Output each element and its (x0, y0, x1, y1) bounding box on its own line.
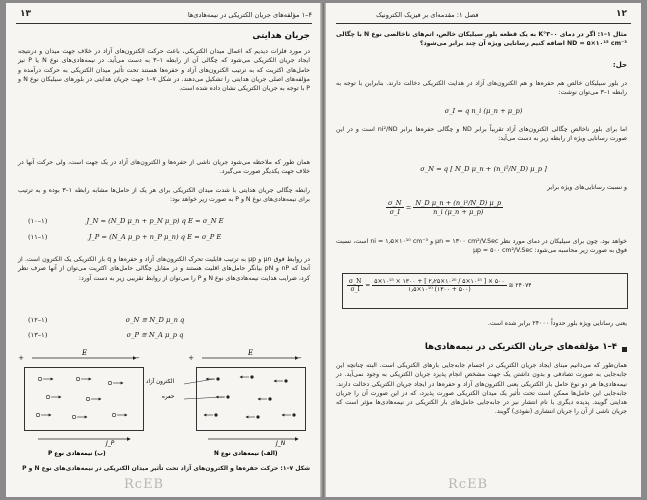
equation (28, 331, 306, 342)
equation-expression: J_N = (N_D μ_n + p_N μ_p) q E = σ_N E (86, 217, 224, 225)
ratio-lhs (386, 199, 404, 216)
fraction-denominator: σ_I (350, 286, 360, 293)
paragraph: یعنی رسانایی ویژه بلور حدوداً ۲۴۰۰۰ برابر شده است. (487, 320, 627, 327)
equation-expression: σ_I = q n_i (μ_n + μ_p) (444, 107, 523, 115)
ratio-rhs (413, 199, 503, 216)
figure-caption: شکل ۷–۱: حرکت حفره‌ها و الکترون‌های آزاد تحت تأثیر میدان الکتریکی در نیمه‌هادی‌های نوع N و P (22, 465, 310, 472)
paragraph: در روابط فوق μn و μp به ترتیب قابلیت تحرک الکترون‌های آزاد و حفره‌ها و q بار الکتریکی یک الکترون است. از آنجا که nP و pN بیانگر حامل‌های اقلیت هستند و در مقابل چگالی حامل‌های اکثریت می‌توان از آنها صرف نظر کرد، ضرایب هدایت نیمه‌هادی‌های نوع N و P را می‌توان از روابط تقریبی زیر به دست آورد: (18, 256, 311, 282)
electrons-n-type (204, 375, 296, 418)
fraction-numerator: σ_N (388, 199, 402, 207)
free-electron-label: الکترون آزاد (146, 379, 175, 385)
numeric-ratio-equation (342, 273, 628, 309)
numeric-lhs (347, 278, 363, 293)
holes-p-type (36, 377, 127, 418)
subfigure-label-n: (الف) نیمه‌هادی نوع N (214, 451, 278, 457)
equation-number: (۱۱–۱) (28, 233, 48, 241)
section-title: ۴–۱ مؤلفه‌های جریان الکتریکی در نیمه‌هادی‌ها (424, 342, 617, 352)
fraction-denominator: ۱٫۵×۱۰¹⁰ (۱۳۰۰ + ۵۰۰) (408, 286, 471, 293)
fraction-numerator: N_D μ_n + (n_i²/N_D) μ_p (415, 199, 502, 207)
paragraph: در مورد فلزات دیدیم که اعمال میدان الکتریکی، باعث حرکت الکترون‌های آزاد در خلاف جهت میدان و درنتیجه ایجاد جریان الکتریکی می‌شود که چگالی آن از رابطه ۱–۳ به دست می‌آید. در نیمه‌هادی‌های نوع N یا P نیز حامل‌های اکثریت که به ترتیب الکترون‌های آزاد و حفره‌ها هستند تحت تأثیر میدان الکتریکی به حرکت درآمده و مؤلفه‌های اصلی جریان هدایتی را تشکیل می‌دهند. در شکل ۷–۱ جهت جریان هدایتی در بلورهای سیلیکان نوع N و P با توجه به جریان الکتریکی نشان داده شده است. (18, 48, 310, 93)
equation (28, 233, 306, 244)
fraction-numerator: σ_N (349, 278, 362, 285)
paragraph: همان‌طور که می‌دانیم مبنای ایجاد جریان الکتریکی در اجسام جابه‌جایی بارهای الکتریکی است. البته چنانچه این جابه‌جایی به صورت تصادفی و بدون داشتن یک جهت مشخص انجام پذیرد جریان الکتریکی به وجود نمی‌آید. در نیمه‌هادی‌ها هر دو نوع حامل بار الکتریکی یعنی الکترون‌های آزاد و حفره‌ها در ایجاد جریان الکتریکی دخالت دارند. جابه‌جایی این حامل‌ها ممکن است تحت تأثیر یک میدان الکتریکی صورت پذیرد، که در این صورت آن را جریان هدایتی گویند. پدیده دیگری با نام انتشار نیز در جابه‌جایی حامل‌های بار الکتریکی در نیمه‌هادی‌ها مؤثر است که جریان ناشی از آن را جریان انتشاری (نفوذی) گویند. (336, 362, 627, 416)
current-label-jn: J_N (276, 440, 286, 447)
left-page-header (16, 7, 312, 24)
label-pointer (184, 379, 214, 384)
running-header: ۴–۱ مؤلفه‌های جریان الکتریکی در نیمه‌هادی‌ها (187, 11, 312, 19)
watermark-logo: RcEB (124, 477, 165, 492)
fraction-denominator: σ_I (389, 208, 400, 216)
left-page (6, 3, 322, 497)
paragraph: و نسبت رسانایی‌های ویژه برابر (547, 184, 627, 191)
example-statement: مثال ۱–۱: اگر در دمای ۳۰۰°K به یک قطعه بلور سیلیکان خالص، اتم‌های ناخالصی نوع N با چگالی ND = ۵×۱۰¹⁵ cm⁻³ اضافه کنیم رسانایی ویژه آن چند برابر می‌شود؟ (336, 31, 628, 48)
section-title: جریان هدایتی (252, 31, 310, 41)
hole-label: حفره (162, 394, 175, 400)
equation-expression: σ_N = q [ N_D μ_n + (n_i²/N_D) μ_p ] (420, 165, 547, 173)
running-header: فصل ۱: مقدمه‌ای بر فیزیک الکترونیک (376, 11, 479, 19)
paragraph: همان طور که ملاحظه می‌شود جریان ناشی از حفره‌ها و الکترون‌های آزاد در یک جهت است، ولی حرکت آنها در خلاف جهت یکدیگر صورت می‌گیرد. (18, 159, 310, 176)
section-bullet-icon (622, 347, 627, 352)
page-number: ۱۲ (616, 9, 627, 19)
equation-number: (۱۰–۱) (28, 217, 48, 225)
minus-sign: − (134, 354, 140, 362)
book-spread (6, 3, 641, 497)
paragraph: خواهد بود. چون برای سیلیکان در دمای مورد نظر μn = ۱۳۰۰ cm²/V.Sec و ni = ۱٫۵×۱۰¹⁰ cm⁻³ است، نسبت فوق به صورت زیر محاسبه می‌شود: μp = ۵۰۰ cm²/V.Sec (336, 238, 627, 255)
equation (28, 217, 306, 228)
equation-number: (۱۳–۱) (28, 331, 48, 339)
subfigure-label-p: (ب) نیمه‌هادی نوع P (48, 451, 106, 457)
equation-expression: σ_N ≅ N_D μ_n q (125, 316, 185, 324)
equation-expression: σ_P ≅ N_A μ_p q (126, 331, 184, 339)
numeric-rhs (372, 278, 506, 293)
plus-sign: + (188, 354, 194, 362)
figure-drawing (18, 349, 310, 461)
fraction-numerator: ۵×۱۰¹⁵ × ۱۳۰۰ + [ ۲٫۲۵×۱۰²⁰ / ۵×۱۰¹⁵ ] × ۵۰۰ (374, 278, 505, 285)
equation-expression: J_P = (N_A μ_p + n_P μ_n) q E = σ_P E (88, 233, 222, 241)
current-label-jp: J_P (106, 440, 115, 447)
label-pointer (184, 397, 224, 399)
watermark-logo: RcEB (448, 477, 489, 492)
right-page-header (336, 7, 631, 24)
paragraph: رابطه چگالی جریان هدایتی با شدت میدان الکتریکی برای هر یک از حامل‌ها مشابه رابطه ۱–۳ بوده و به ترتیب برای نیمه‌هادی‌های نوع N و P به صورت زیر خواهد بود: (18, 187, 310, 204)
figure-1-7 (18, 349, 310, 461)
field-label: E (82, 349, 88, 357)
page-number: ۱۳ (20, 9, 31, 19)
paragraph: در بلور سیلیکان خالص هم حفره‌ها و هم الکترون‌های آزاد در هدایت الکتریکی دخالت دارند. بنابراین با توجه به رابطه ۱–۳ می‌توان نوشت: (336, 80, 627, 97)
minus-sign: − (296, 354, 302, 362)
equals-sign: = (405, 203, 414, 212)
fraction-denominator: n_i (μ_n + μ_p) (433, 208, 484, 216)
field-label: E (248, 349, 254, 357)
equation (386, 107, 581, 118)
equation-result: ≅ ۲۴۰۷۴ (508, 282, 532, 289)
equation (28, 316, 306, 327)
right-page (326, 3, 641, 497)
equation (376, 165, 591, 176)
ratio-equation (386, 199, 576, 225)
solution-label: حل: (612, 61, 627, 69)
plus-sign: + (18, 354, 24, 362)
paragraph: اما برای بلور ناخالص چگالی الکترون‌های آزاد تقریباً برابر ND و چگالی حفره‌ها برابر ni²/ND است و در این صورت رسانایی ویژه از رابطه زیر به دست می‌آید: (336, 126, 627, 143)
equation-number: (۱۲–۱) (28, 316, 48, 324)
equals-sign: = (365, 282, 373, 289)
